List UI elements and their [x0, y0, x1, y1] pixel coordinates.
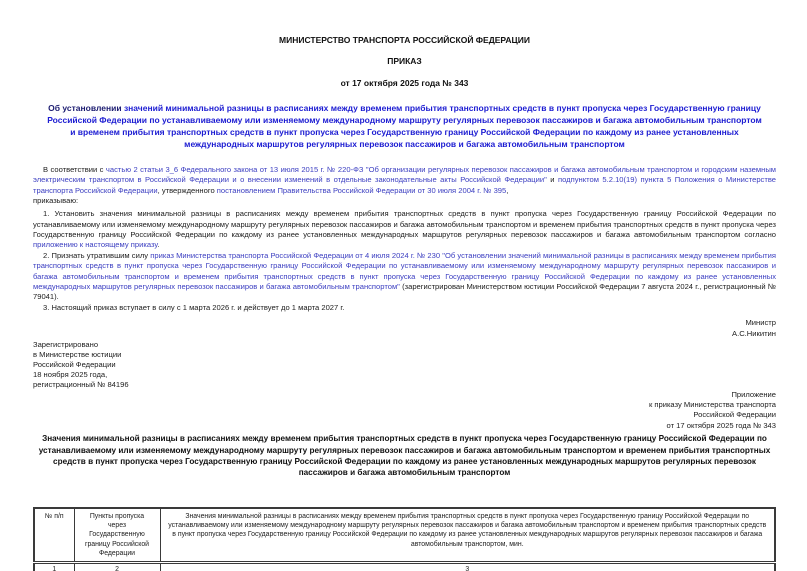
document-content	[33, 0, 776, 571]
order-item-1	[33, 209, 776, 251]
annex-ref-line: Приложение	[731, 389, 776, 399]
registration-line: Российской Федерации	[33, 359, 116, 369]
minister-name: А.С.Никитин	[732, 328, 776, 338]
signature-block	[33, 318, 776, 339]
annex-title: Значения минимальной разницы в расписаниях между временем прибытия транспортных средств в пункт пропуска через Государственную границу Российской Федерации по устанавливаемому или изменяемому международному маршруту регулярных перевозок пассажиров и багажа автомобильным транспортом и временем прибытия транспортных средств в пункт пропуска через Государственную границу Российской Федерации по каждому из ранее установленных международных маршрутов регулярных перевозок пассажиров и багажа автомобильным транспортом	[38, 434, 771, 478]
item1-text: 1. Установить значения минимальной разницы в расписаниях между временем прибытия транспортных средств в пункт пропуска через Государственную границу Российской Федерации по устанавливаемому или изменяемому международному маршруту регулярных перевозок пассажиров и багажа автомобильным транспортом и временем прибытия транспортных средств в пункт пропуска через Государственную границу Российской Федерации по каждому из ранее установленных международных маршрутов регулярных перевозок пассажиров и багажа автомобильным транспортом согласно	[33, 209, 776, 239]
document-title-link[interactable]: значений минимальной разницы в расписаниях между временем прибытия транспортных средств в пункт пропуска через Государственную границу Российской Федерации по устанавливаемому или изменяемому международному маршруту регулярных перевозок пассажиров и багажа автомобильным транспортом и временем прибытия транспортных средств в пункт пропуска через Государственную границу Российской Федерации по каждому из ранее установленных международных маршрутов регулярных перевозок пассажиров и багажа автомобильным транспортом	[47, 103, 762, 149]
regulation-clause-link[interactable]: подпунктом 5.2.10(19) пункта 5 Положения о Министерстве транспорта Российской Федерации	[33, 175, 776, 195]
preamble-paragraph	[33, 165, 776, 196]
ministry-heading: МИНИСТЕРСТВО ТРАНСПОРТА РОССИЙСКОЙ ФЕДЕРАЦИИ	[279, 35, 530, 45]
annex-link[interactable]: приложению к настоящему приказу	[33, 240, 158, 250]
preamble-mid: , утвержденного	[157, 185, 217, 195]
order-item-2	[33, 251, 776, 303]
registration-line: регистрационный № 84196	[33, 379, 129, 389]
minister-post: Министр	[745, 318, 776, 328]
preamble-tail: ,	[506, 185, 509, 195]
government-decree-link[interactable]: постановлением Правительства Российской Федерации от 30 июля 2004 г. № 395	[216, 185, 507, 195]
item2-tail: (зарегистрирован Министерством юстиции Российской Федерации 7 августа 2024 г., регистрационный № 79041).	[33, 281, 776, 302]
order-date-number: от 17 октября 2025 года № 343	[340, 78, 469, 88]
annex-reference-block	[33, 390, 776, 432]
resolve-word: приказываю:	[33, 196, 79, 206]
annex-ref-line: Российской Федерации	[693, 410, 776, 420]
registration-line: 18 ноября 2025 года,	[33, 369, 108, 379]
annex-ref-line: от 17 октября 2025 года № 343	[666, 420, 776, 430]
table-column-numbers-row	[34, 563, 775, 571]
item1-tail: .	[157, 240, 160, 250]
table-header-number: № п/п	[34, 508, 74, 563]
order-heading: ПРИКАЗ	[387, 56, 422, 66]
order-item-3: 3. Настоящий приказ вступает в силу с 1 марта 2026 г. и действует до 1 марта 2027 г.	[43, 302, 345, 312]
registration-block	[33, 340, 776, 390]
annex-table	[33, 507, 776, 571]
column-number-cell: 2	[74, 563, 160, 571]
item2-text: 2. Признать утратившим силу	[43, 250, 151, 260]
document-title-prefix: Об установлении	[48, 103, 124, 113]
column-number-cell: 1	[34, 563, 74, 571]
column-number-cell: 3	[160, 563, 775, 571]
registration-line: в Министерстве юстиции	[33, 349, 122, 359]
table-header-checkpoints: Пункты пропуска через Государственную границу Российской Федерации	[74, 508, 160, 563]
registration-line: Зарегистрировано	[33, 340, 99, 349]
preamble-and: и	[546, 175, 558, 185]
table-header-values: Значения минимальной разницы в расписаниях между временем прибытия транспортных средств в пункт пропуска через Государственную границу Российской Федерации по устанавливаемому или изменяемому международному маршруту регулярных перевозок пассажиров и багажа автомобильным транспортом и временем прибытия транспортных средств в пункт пропуска через Государственную границу Российской Федерации по каждому из ранее установленных международных маршрутов регулярных перевозок пассажиров и багажа автомобильным транспортом, мин.	[160, 508, 775, 563]
document-title	[33, 102, 776, 150]
annex-ref-line: к приказу Министерства транспорта	[648, 399, 776, 409]
revoked-order-link[interactable]: приказ Министерства транспорта Российской Федерации от 4 июля 2024 г. № 230 "Об установлении значений минимальной разницы в расписаниях между временем прибытия транспортных средств в пункт пропуска через Государственную границу Российской Федерации по устанавливаемому или изменяемому международному маршруту регулярных перевозок пассажиров и багажа автомобильным транспортом и временем прибытия транспортных средств в пункт пропуска через Государственную границу Российской Федерации по каждому из ранее установленных международных маршрутов регулярных перевозок пассажиров и багажа автомобильным транспортом"	[33, 250, 776, 291]
preamble-intro: В соответствии с	[43, 165, 106, 174]
table-header-row	[34, 508, 775, 563]
federal-law-link[interactable]: частью 2 статьи 3_6 Федерального закона от 13 июля 2015 г. № 220-ФЗ "Об организации регулярных перевозок пассажиров и багажа автомобильным транспортом и городским наземным электрическим транспортом в Российской Федерации и о внесении изменений в отдельные законодательные акты Российской Федерации"	[33, 165, 776, 185]
